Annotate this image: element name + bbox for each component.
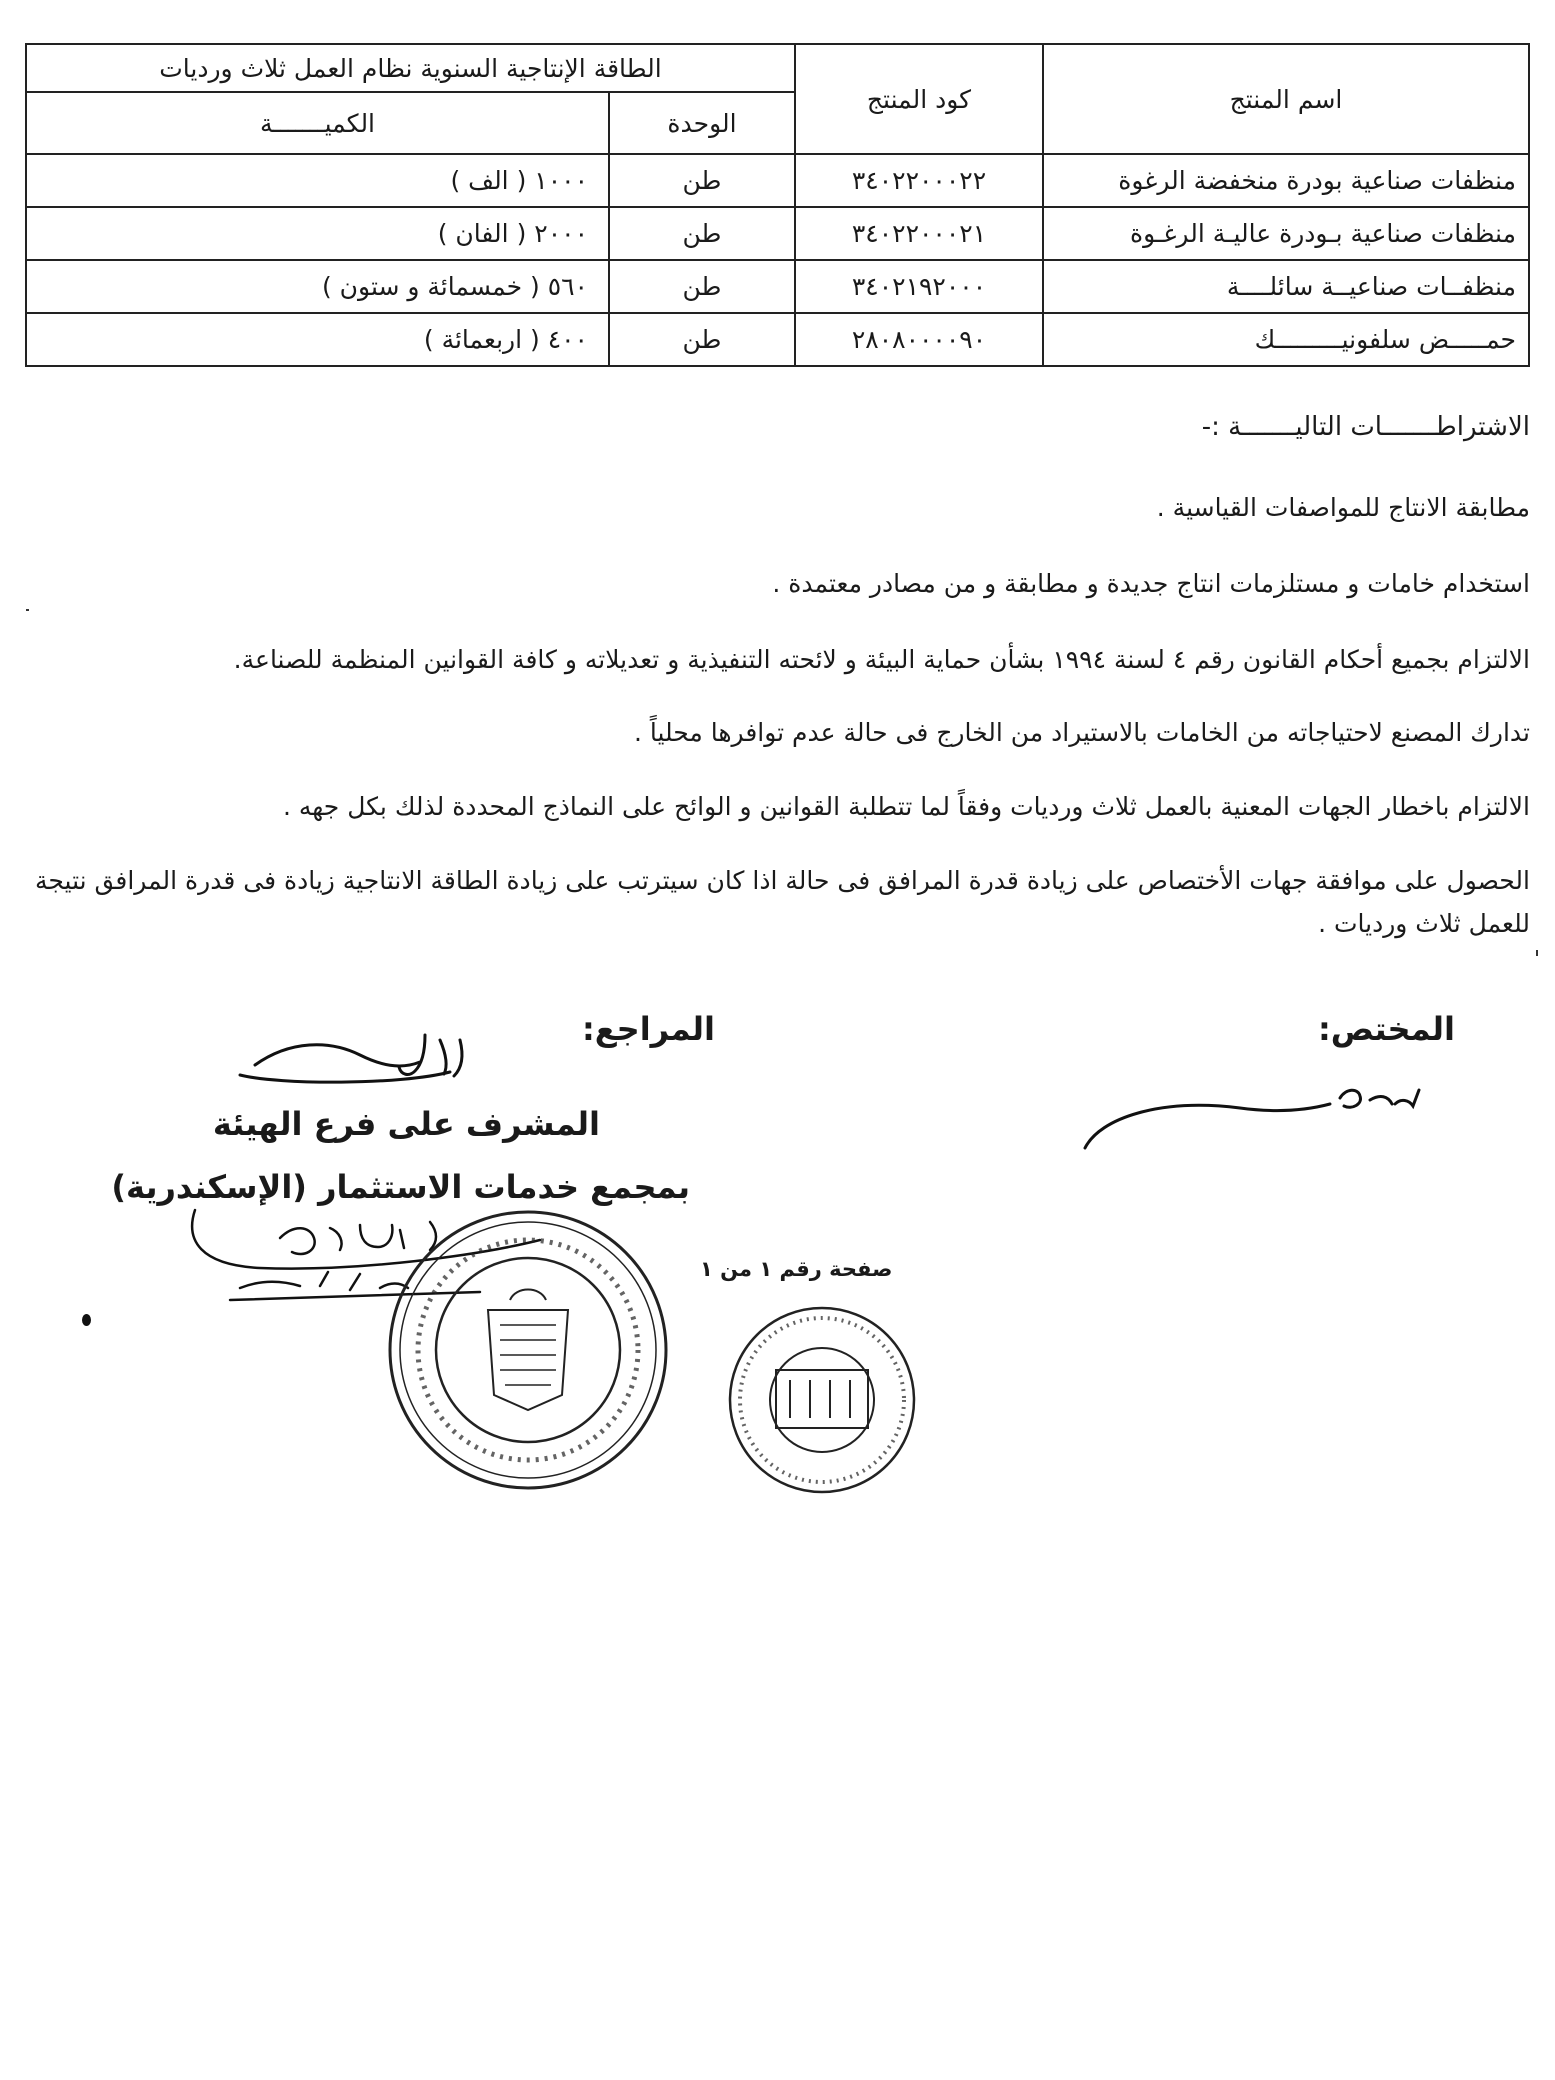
- supervisor-title: المشرف على فرع الهيئة: [212, 1105, 600, 1143]
- cell-quantity: ٥٦٠ ( خمسمائة و ستون ): [26, 260, 609, 313]
- cell-product-code: ٣٤٠٢٢٠٠٠٢١: [795, 207, 1043, 260]
- reviewer-signature-icon: [240, 1035, 462, 1082]
- specialist-label: المختص:: [1317, 1010, 1455, 1048]
- specialist-signature-icon: [1085, 1090, 1419, 1148]
- header-capacity-group: الطاقة الإنتاجية السنوية نظام العمل ثلاث ورديات: [26, 44, 795, 92]
- cell-product-code: ٣٤٠٢٢٠٠٠٢٢: [795, 154, 1043, 207]
- company-stamp-icon: [730, 1308, 914, 1492]
- header-product-name: اسم المنتج: [1043, 44, 1529, 154]
- condition-item: الالتزام بجميع أحكام القانون رقم ٤ لسنة ١٩٩٤ بشأن حماية البيئة و لائحته التنفيذية و تعديلاته و كافة القوانين المنظمة للصناعة.: [233, 645, 1530, 674]
- cell-product-code: ٣٤٠٢١٩٢٠٠٠: [795, 260, 1043, 313]
- condition-item: تدارك المصنع لاحتياجاته من الخامات بالاستيراد من الخارج فى حالة عدم توافرها محلياً .: [633, 718, 1530, 747]
- condition-item: مطابقة الانتاج للمواصفات القياسية .: [1156, 493, 1530, 522]
- condition-item: الحصول على موافقة جهات الأختصاص على زيادة قدرة المرافق فى حالة اذا كان سيترتب على زيادة الطاقة الانتاجية زيادة فى قدرة المرافق نتيجة للعمل ثلاث ورديات .: [35, 866, 1530, 938]
- condition-item: الالتزام باخطار الجهات المعنية بالعمل ثلاث ورديات وفقاً لما تتطلبة القوانين و الوائح على النماذج المحددة لذلك بكل جهه .: [282, 792, 1530, 821]
- header-quantity: الكميـــــــة: [26, 92, 609, 154]
- cell-product-name: منظفات صناعية بودرة منخفضة الرغوة: [1043, 154, 1529, 207]
- cell-quantity: ٤٠٠ ( اربعمائة ): [26, 313, 609, 366]
- header-product-code: كود المنتج: [795, 44, 1043, 154]
- cell-unit: طن: [609, 207, 795, 260]
- cell-unit: طن: [609, 313, 795, 366]
- conditions-title: الاشتراطـــــــات التاليـــــــة :-: [1201, 412, 1530, 442]
- header-unit: الوحدة: [609, 92, 795, 154]
- cell-unit: طن: [609, 260, 795, 313]
- cell-quantity: ١٠٠٠ ( الف ): [26, 154, 609, 207]
- cell-product-name: منظفات صناعية بـودرة عاليـة الرغـوة: [1043, 207, 1529, 260]
- condition-item: استخدام خامات و مستلزمات انتاج جديدة و مطابقة و من مصادر معتمدة .: [772, 569, 1530, 598]
- handwritten-date-icon: [192, 1210, 540, 1300]
- cell-product-code: ٢٨٠٨٠٠٠٠٩٠: [795, 313, 1043, 366]
- cell-quantity: ٢٠٠٠ ( الفان ): [26, 207, 609, 260]
- reviewer-label: المراجع:: [581, 1010, 715, 1048]
- official-seal-stamp-icon: [390, 1212, 666, 1488]
- cell-unit: طن: [609, 154, 795, 207]
- page-number: صفحة رقم ١ من ١: [700, 1257, 893, 1281]
- cell-product-name: حمـــــض سلفونيـــــــــك: [1043, 313, 1529, 366]
- supervisor-location: بمجمع خدمات الاستثمار (الإسكندرية): [111, 1168, 690, 1206]
- cell-product-name: منظفــات صناعيــة سائلــــة: [1043, 260, 1529, 313]
